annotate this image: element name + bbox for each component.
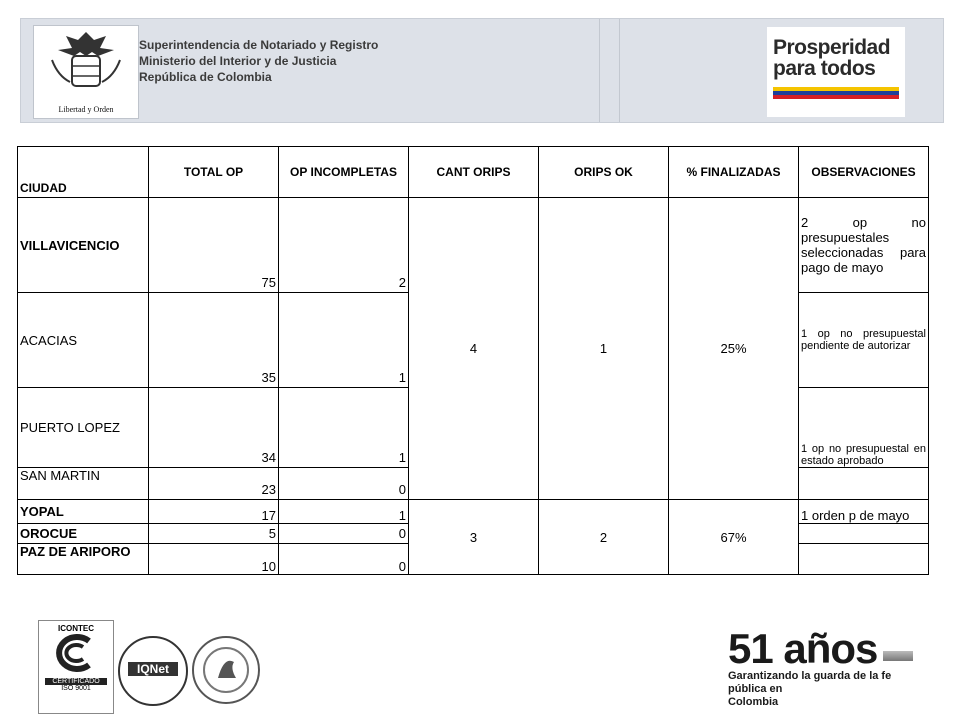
slogan-line-1: Prosperidad bbox=[773, 36, 891, 59]
slogan-line-2: para todos bbox=[773, 57, 876, 80]
cell-total-op: 23 bbox=[149, 468, 279, 500]
cell-observacion: 2 op no presupuestales seleccionadas para pago de mayo bbox=[799, 198, 929, 293]
header-banner bbox=[20, 18, 944, 123]
header-left-panel bbox=[21, 19, 600, 122]
cell-cant-orips-group2: 3 bbox=[409, 500, 539, 575]
cell-op-incompletas: 1 bbox=[279, 388, 409, 468]
anniversary-bar bbox=[883, 651, 913, 661]
cell-op-incompletas: 0 bbox=[279, 524, 409, 544]
cell-orips-ok-group1: 1 bbox=[539, 198, 669, 500]
cell-observacion bbox=[799, 468, 929, 500]
crest-caption: Libertad y Orden bbox=[58, 105, 114, 114]
cell-orips-ok-group2: 2 bbox=[539, 500, 669, 575]
org-line-1: Superintendencia de Notariado y Registro bbox=[139, 38, 379, 52]
iqnet-label: IQNet bbox=[128, 662, 178, 676]
cell-op-incompletas: 0 bbox=[279, 544, 409, 575]
cell-ciudad: OROCUE bbox=[18, 524, 149, 544]
cell-total-op: 34 bbox=[149, 388, 279, 468]
org-line-2: Ministerio del Interior y de Justicia bbox=[139, 54, 337, 68]
header-observaciones: OBSERVACIONES bbox=[799, 147, 929, 198]
org-line-3: República de Colombia bbox=[139, 70, 272, 84]
header-ciudad: CIUDAD bbox=[18, 147, 149, 198]
cell-op-incompletas: 1 bbox=[279, 500, 409, 524]
cell-op-incompletas: 1 bbox=[279, 293, 409, 388]
header-op-incompletas: OP INCOMPLETAS bbox=[279, 147, 409, 198]
icontec-logo bbox=[38, 620, 114, 714]
header-total-op: TOTAL OP bbox=[149, 147, 279, 198]
cell-ciudad: SAN MARTIN bbox=[18, 468, 149, 500]
cell-ciudad: PAZ DE ARIPORO bbox=[18, 544, 149, 575]
cell-observacion: 1 op no presupuestal pendiente de autorizar bbox=[799, 293, 929, 388]
cell-total-op: 75 bbox=[149, 198, 279, 293]
prosperidad-slogan bbox=[773, 37, 890, 79]
header-right-panel bbox=[599, 19, 943, 122]
prosperidad-logo bbox=[767, 27, 905, 117]
anniversary-subtitle-2: Colombia bbox=[728, 696, 779, 708]
cell-ciudad: ACACIAS bbox=[18, 293, 149, 388]
icontec-label: ICONTEC bbox=[58, 624, 94, 633]
header-divider bbox=[619, 19, 620, 122]
anniversary-logo bbox=[728, 625, 928, 708]
cell-op-incompletas: 2 bbox=[279, 198, 409, 293]
header-cant-orips: CANT ORIPS bbox=[409, 147, 539, 198]
anniversary-subtitle-1: Garantizando la guarda de la fe pública en bbox=[728, 670, 892, 695]
colombia-crest-logo bbox=[33, 25, 139, 119]
certificado-label: CERTIFICADO bbox=[45, 678, 107, 685]
cell-observacion bbox=[799, 524, 929, 544]
cell-total-op: 10 bbox=[149, 544, 279, 575]
cell-total-op: 5 bbox=[149, 524, 279, 544]
op-status-table bbox=[17, 146, 929, 575]
flag-stripe-red bbox=[773, 95, 899, 99]
cell-observacion bbox=[799, 544, 929, 575]
cell-cant-orips-group1: 4 bbox=[409, 198, 539, 500]
cell-ciudad: VILLAVICENCIO bbox=[18, 198, 149, 293]
government-seal bbox=[192, 636, 260, 704]
cell-observacion: 1 op no presupuestal en estado aprobado bbox=[799, 388, 929, 468]
crest-icon bbox=[34, 26, 138, 96]
certification-logos bbox=[38, 620, 258, 716]
cell-total-op: 35 bbox=[149, 293, 279, 388]
table-row bbox=[18, 198, 929, 293]
cell-finalizadas-group2: 67% bbox=[669, 500, 799, 575]
iqnet-seal bbox=[118, 636, 188, 706]
cell-ciudad: PUERTO LOPEZ bbox=[18, 388, 149, 468]
iso-label: ISO 9001 bbox=[61, 685, 91, 692]
organization-name bbox=[139, 37, 378, 85]
cell-op-incompletas: 0 bbox=[279, 468, 409, 500]
icontec-mark-icon bbox=[39, 633, 113, 673]
header-orips-ok: ORIPS OK bbox=[539, 147, 669, 198]
header-finalizadas: % FINALIZADAS bbox=[669, 147, 799, 198]
seal-icon bbox=[194, 638, 258, 702]
cell-ciudad: YOPAL bbox=[18, 500, 149, 524]
anniversary-title: 51 años bbox=[728, 625, 878, 672]
cell-finalizadas-group1: 25% bbox=[669, 198, 799, 500]
cell-total-op: 17 bbox=[149, 500, 279, 524]
table-header-row bbox=[18, 147, 929, 198]
table-row bbox=[18, 500, 929, 524]
cell-observacion: 1 orden p de mayo bbox=[799, 500, 929, 524]
